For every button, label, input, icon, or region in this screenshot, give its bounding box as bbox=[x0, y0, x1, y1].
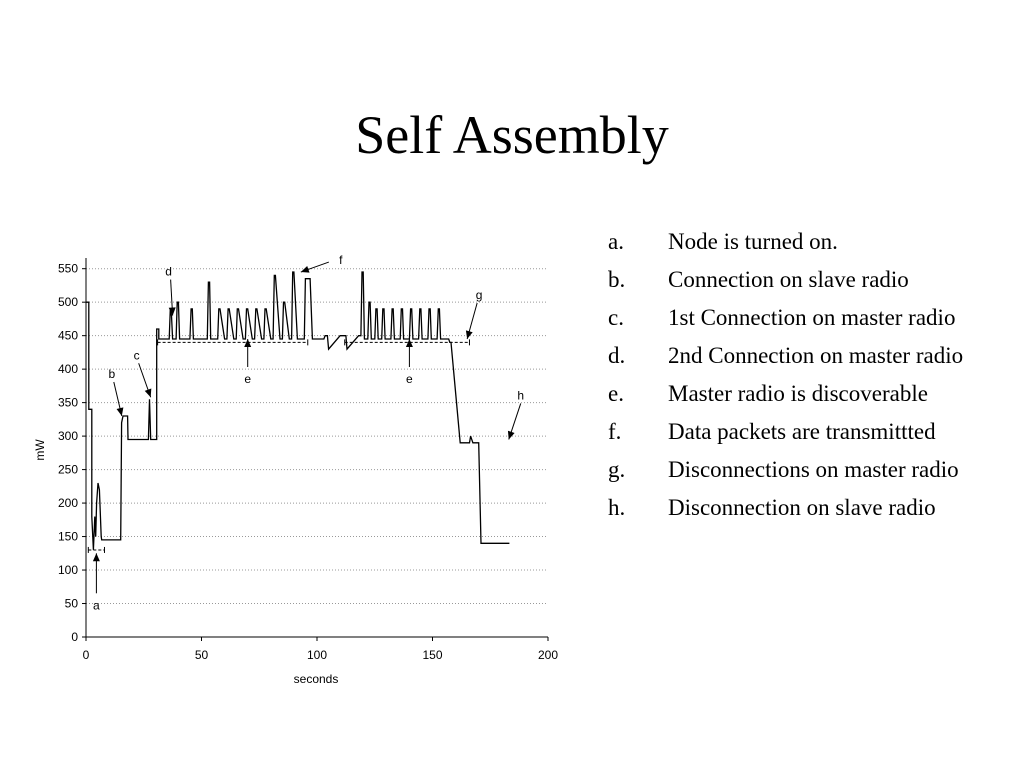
legend-text: Connection on slave radio bbox=[668, 267, 909, 292]
legend-text: 1st Connection on master radio bbox=[668, 305, 956, 330]
annotation-label: e bbox=[406, 372, 413, 387]
y-tick-label: 50 bbox=[64, 596, 78, 611]
legend-text: 2nd Connection on master radio bbox=[668, 343, 964, 368]
legend-item bbox=[608, 340, 1018, 371]
annotation-arrowhead bbox=[244, 339, 251, 347]
power-chart bbox=[0, 240, 600, 700]
slide-title: Self Assembly bbox=[355, 105, 669, 165]
y-tick-label: 250 bbox=[57, 462, 78, 477]
legend-marker: f. bbox=[608, 419, 622, 444]
annotation-label: a bbox=[93, 598, 100, 613]
y-tick-label: 450 bbox=[57, 328, 78, 343]
legend-marker: e. bbox=[608, 381, 624, 406]
legend-item bbox=[608, 226, 1018, 257]
y-tick-label: 550 bbox=[57, 261, 78, 276]
annotation-label: c bbox=[133, 348, 140, 363]
legend-item bbox=[608, 302, 1018, 333]
y-tick-label: 150 bbox=[57, 529, 78, 544]
x-tick-label: 50 bbox=[194, 648, 209, 662]
annotation-label: b bbox=[108, 367, 116, 382]
series-line bbox=[86, 272, 509, 550]
legend-marker: d. bbox=[608, 343, 626, 368]
legend-marker: g. bbox=[608, 457, 626, 482]
y-tick-label: 350 bbox=[57, 395, 78, 410]
legend-text: Data packets are transmittted bbox=[668, 419, 936, 444]
annotation-label: e bbox=[244, 372, 252, 387]
legend-marker: c. bbox=[608, 305, 624, 330]
legend-item bbox=[608, 378, 1018, 409]
annotation-arrowhead bbox=[466, 330, 473, 339]
y-tick-label: 0 bbox=[71, 630, 78, 644]
x-axis-label: seconds bbox=[293, 672, 339, 686]
x-tick-label: 100 bbox=[306, 648, 328, 662]
legend-marker: b. bbox=[608, 267, 626, 292]
grid-layer bbox=[86, 269, 548, 604]
annotation-label: h bbox=[517, 388, 525, 403]
y-tick-label: 100 bbox=[57, 563, 78, 578]
annotation-label: g bbox=[475, 288, 483, 303]
legend-text: Node is turned on. bbox=[668, 229, 838, 254]
legend-item bbox=[608, 264, 1018, 295]
annotation-arrowhead bbox=[406, 339, 413, 347]
x-tick-label: 0 bbox=[82, 648, 90, 662]
y-tick-label: 400 bbox=[57, 362, 78, 377]
legend-marker: h. bbox=[608, 495, 626, 520]
legend-text: Master radio is discoverable bbox=[668, 381, 928, 406]
power-chart-svg bbox=[0, 240, 600, 700]
annotation-arrowhead bbox=[145, 389, 152, 398]
x-tick-label: 200 bbox=[537, 648, 559, 662]
annotation-label: f bbox=[339, 253, 343, 268]
annotation-arrowhead bbox=[117, 407, 124, 416]
legend-text: Disconnection on slave radio bbox=[668, 495, 936, 520]
annotation-arrowhead bbox=[508, 431, 515, 440]
legend-text: Disconnections on master radio bbox=[668, 457, 959, 482]
annotation-arrowhead bbox=[301, 266, 310, 273]
annotation-label: d bbox=[165, 264, 172, 279]
series-layer bbox=[86, 272, 509, 550]
legend-marker: a. bbox=[608, 229, 624, 254]
y-tick-label: 200 bbox=[57, 496, 78, 511]
annotation-arrowhead bbox=[93, 553, 100, 561]
y-tick-label: 300 bbox=[57, 429, 78, 444]
legend-item bbox=[608, 492, 1018, 523]
legend-item bbox=[608, 454, 1018, 485]
legend-list bbox=[608, 226, 1018, 530]
y-axis-label: mW bbox=[33, 439, 47, 461]
x-tick-label: 150 bbox=[422, 648, 443, 662]
y-tick-label: 500 bbox=[57, 295, 78, 310]
axes-layer bbox=[58, 258, 558, 662]
legend-item bbox=[608, 416, 1018, 447]
